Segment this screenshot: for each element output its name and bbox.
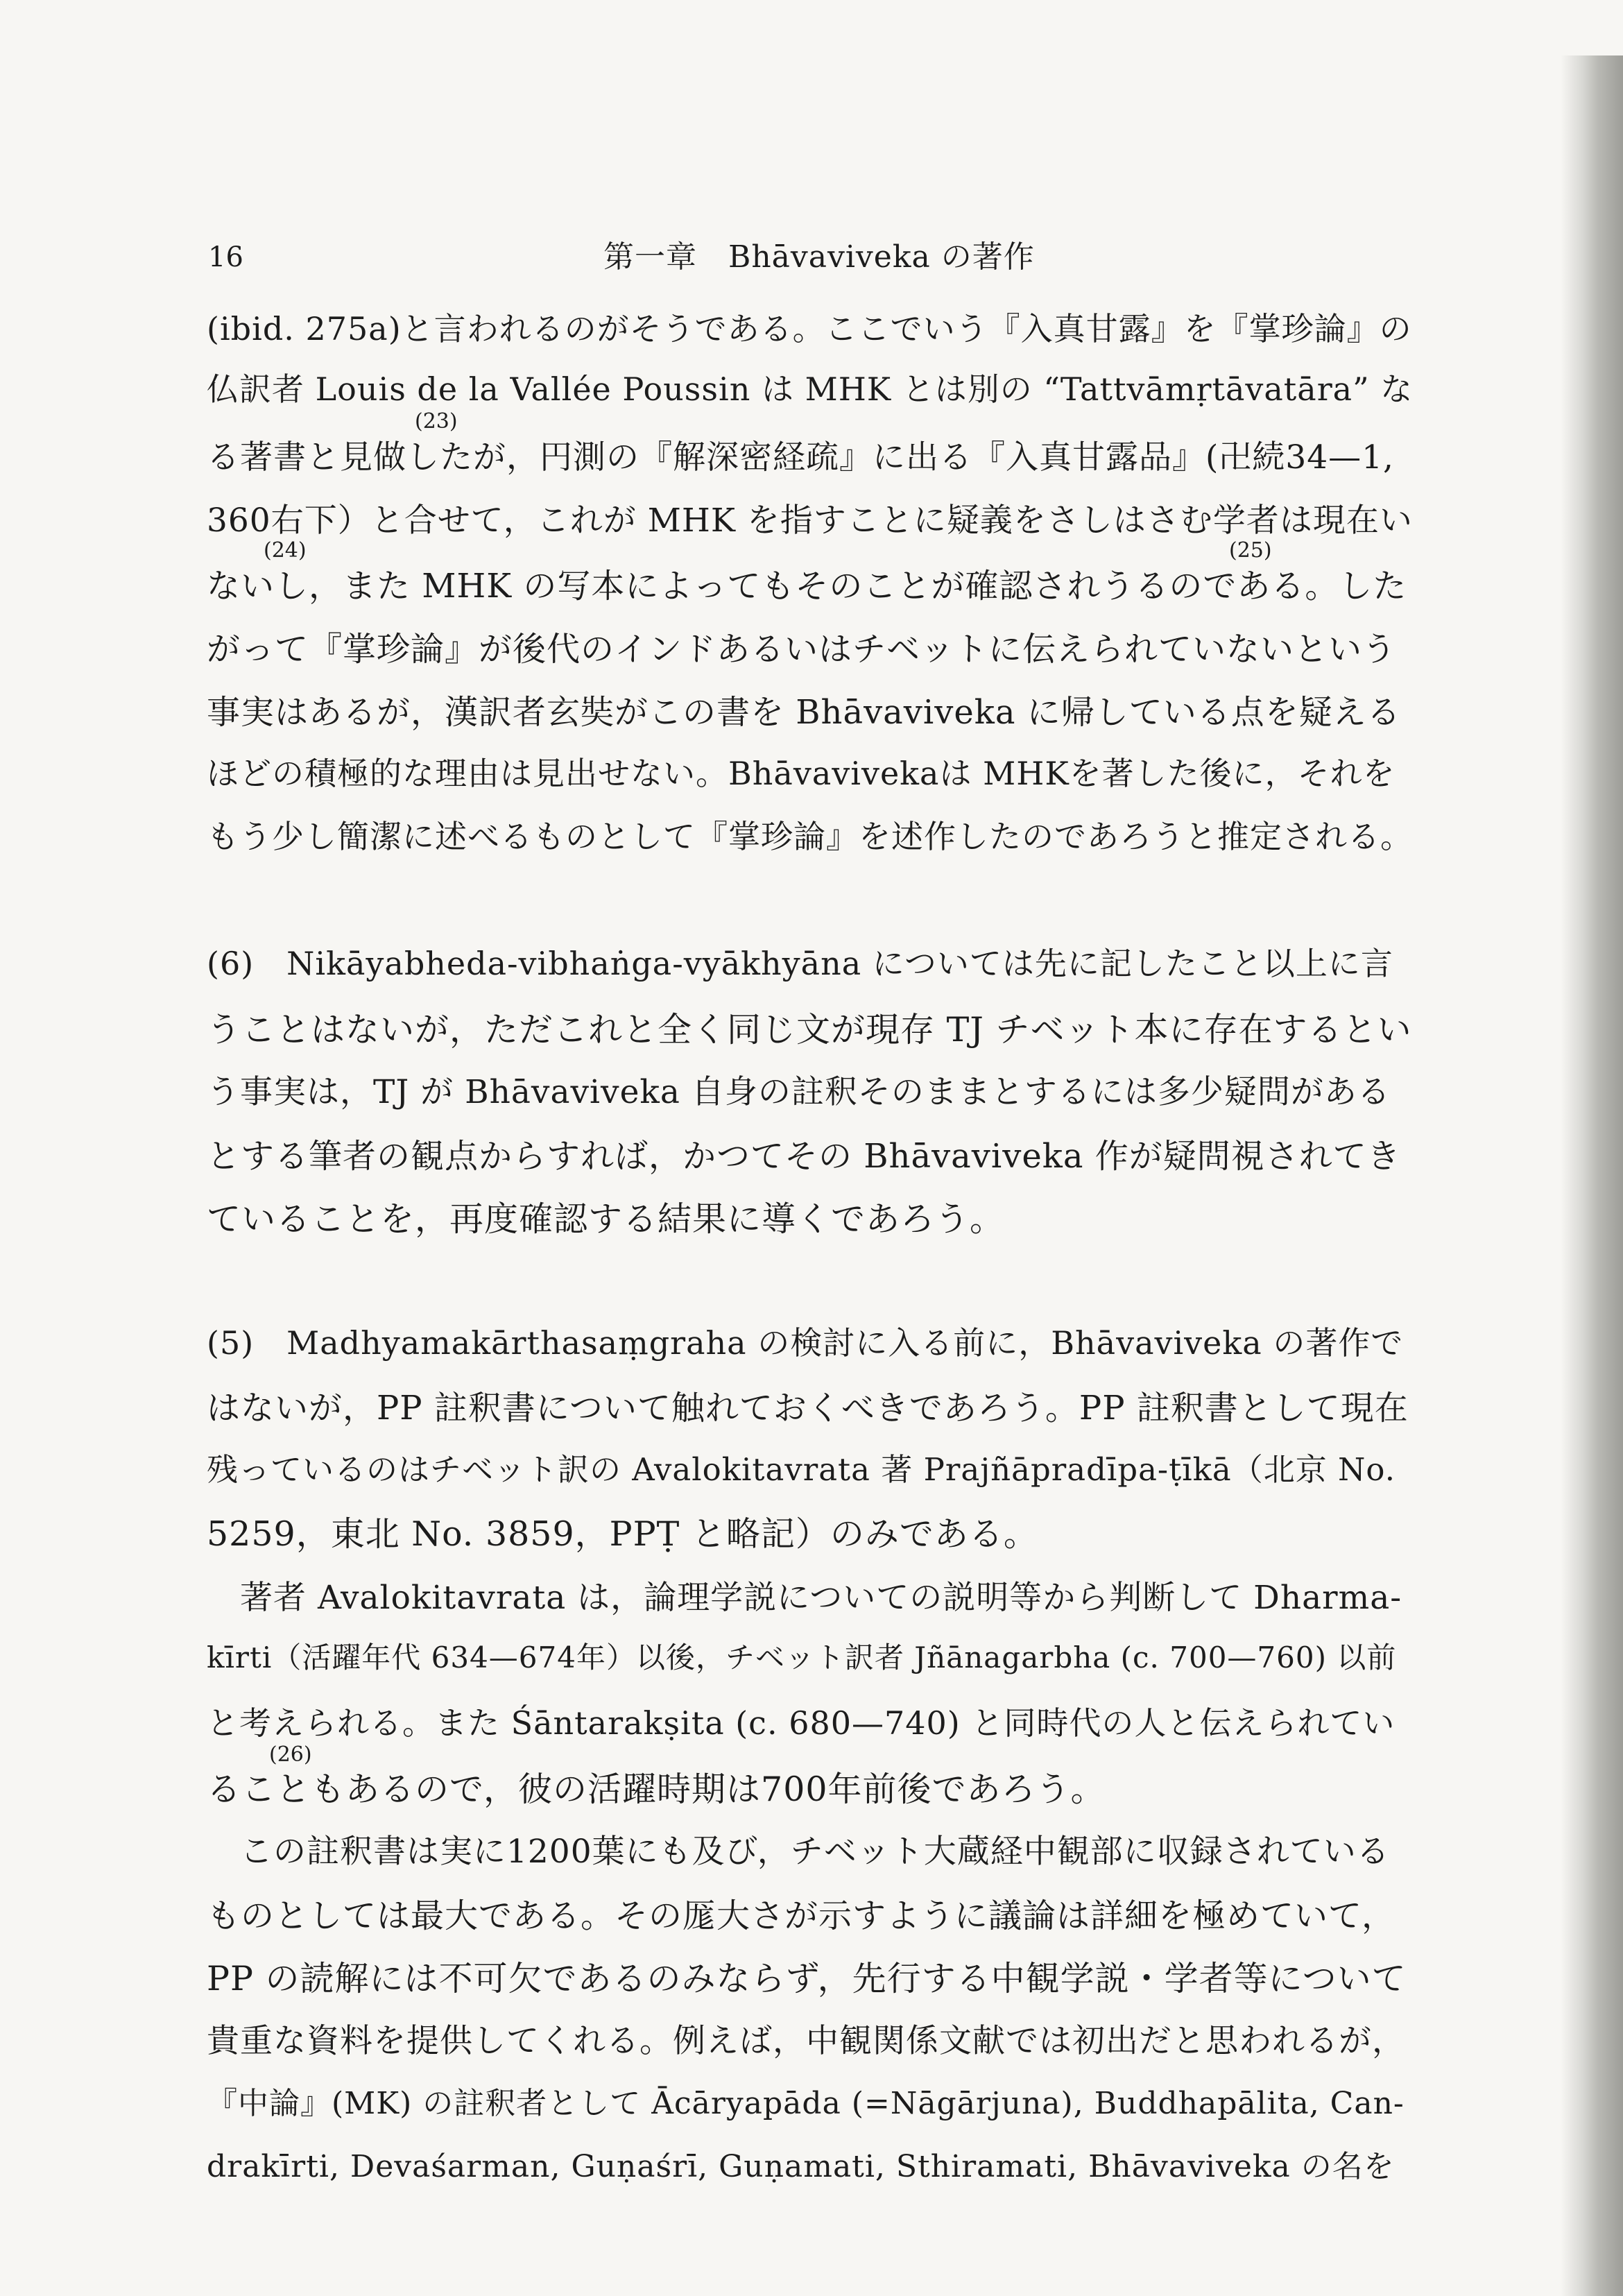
book-binding-shadow <box>1561 55 1623 2296</box>
text-line: 『中論』(MK) の註釈者として Ācāryapāda (=Nāgārjuna), Buddhapālita, Can- <box>207 2086 1405 2121</box>
text-line: 5259，東北 No. 3859，PPṬ と略記）のみである。 <box>207 1514 1038 1554</box>
text-line: ていることを，再度確認する結果に導くであろう。 <box>207 1199 1005 1239</box>
text-line: 貴重な資料を提供してくれる。例えば，中観関係文献では初出だと思われるが， <box>207 2022 1405 2060</box>
text-line: PP の読解には不可欠であるのみならず，先行する中観学説・学者等について <box>207 1959 1407 1998</box>
text-line: と考えられる。また Śāntarakṣita (c. 680—740) と同時代の人と伝えられてい <box>207 1704 1396 1742</box>
text-line: ないし，また MHK の写本によってもそのことが確認されうるのである。した <box>207 567 1407 606</box>
text-line: はないが，PP 註釈書について触れておくべきであろう。PP 註釈書として現在 <box>207 1389 1409 1428</box>
text-line: 著者 Avalokitavrata は，論理学説についての説明等から判断して Dharma- <box>207 1579 1402 1617</box>
text-line: この註釈書は実に1200葉にも及び，チベット大蔵経中観部に収録されている <box>207 1833 1390 1871</box>
text-line: うことはないが，ただこれと全く同じ文が現存 TJ チベット本に存在するとい <box>207 1010 1412 1050</box>
footnote-marker: (25) <box>1229 538 1272 563</box>
text-line: drakīrti, Devaśarman, Guṇaśrī, Guṇamati, Sthiramati, Bhāvaviveka の名を <box>207 2149 1395 2184</box>
text-line: ものとしては最大である。その厖大さが示すように議論は詳細を極めていて， <box>207 1896 1396 1935</box>
text-line: がって『掌珍論』が後代のインドあるいはチベットに伝えられていないという <box>207 630 1397 669</box>
text-line: う事実は，TJ が Bhāvaviveka 自身の註釈そのままとするには多少疑問がある <box>207 1073 1391 1111</box>
text-line: もう少し簡潔に述べるものとして『掌珍論』を述作したのであろうと推定される。 <box>207 818 1413 855</box>
text-line: (6) Nikāyabheda-vibhaṅga-vyākhyāna については先に記したこと以上に言 <box>207 945 1393 982</box>
text-line: (ibid. 275a)と言われるのがそうである。ここでいう『入真甘露』を『掌珍論』の <box>207 310 1412 348</box>
text-line: る著書と見做したが，円測の『解深密経疏』に出る『入真甘露品』(卍続34—1, <box>207 438 1394 477</box>
text-line: 360右下）と合せて，これが MHK を指すことに疑義をさしはさむ学者は現在い <box>207 502 1413 540</box>
footnote-marker: (23) <box>415 409 458 434</box>
footnote-marker: (26) <box>269 1742 312 1767</box>
page-number: 16 <box>208 241 243 273</box>
text-line: 事実はあるが，漢訳者玄奘がこの書を Bhāvaviveka に帰している点を疑える <box>207 693 1401 732</box>
text-line: (5) Madhyamakārthasaṃgraha の検討に入る前に，Bhāvaviveka の著作で <box>207 1324 1404 1362</box>
text-line: とする筆者の観点からすれば，かつてその Bhāvaviveka 作が疑問視されてき <box>207 1137 1401 1176</box>
text-line: ることもあるので，彼の活躍時期は700年前後であろう。 <box>207 1770 1106 1809</box>
text-line: kīrti（活躍年代 634—674年）以後，チベット訳者 Jñānagarbha (c. 700—760) 以前 <box>207 1640 1397 1674</box>
text-line: ほどの積極的な理由は見出せない。Bhāvavivekaは MHKを著した後に，それを <box>207 755 1396 792</box>
footnote-marker: (24) <box>264 538 307 563</box>
text-line: 仏訳者 Louis de la Vallée Poussin は MHK とは別の “Tattvāmṛtāvatāra” な <box>207 370 1414 408</box>
running-header: 第一章 Bhāvaviveka の著作 <box>603 239 1035 275</box>
text-line: 残っているのはチベット訳の Avalokitavrata 著 Prajñāpradīpa-ṭīkā（北京 No. <box>207 1451 1396 1488</box>
